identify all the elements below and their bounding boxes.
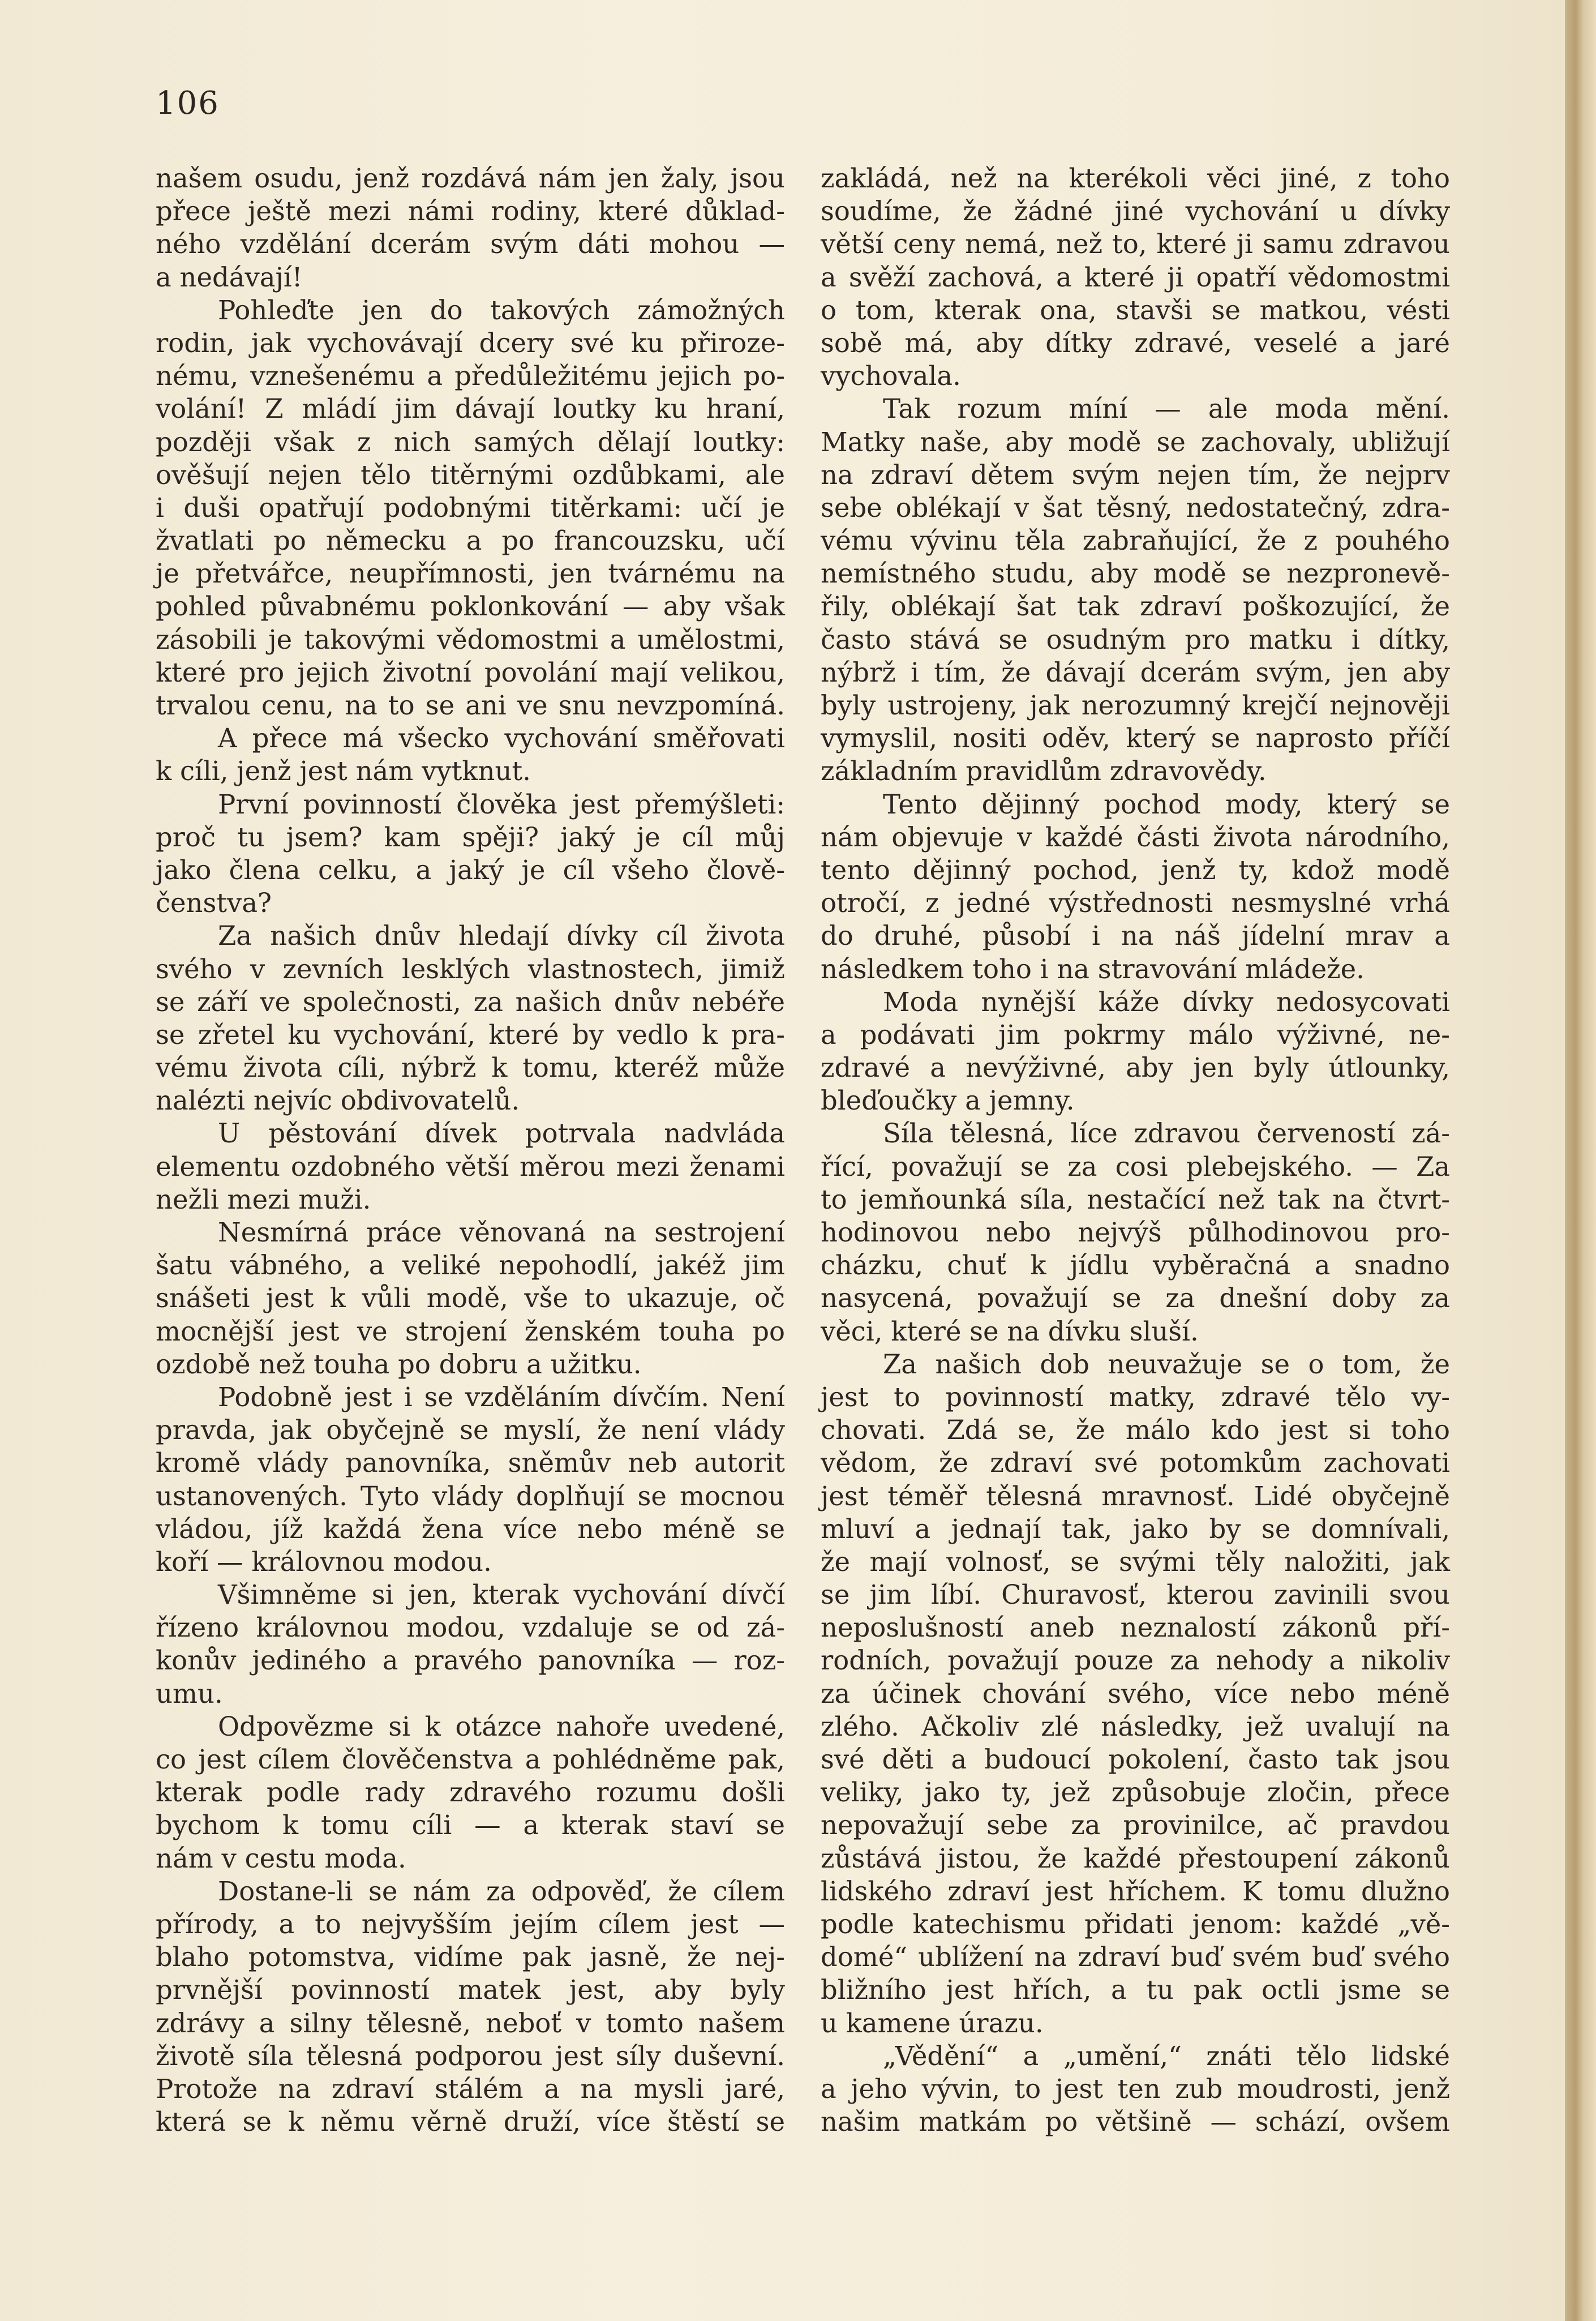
- right-text-line: jest téměř tělesná mravnosť. Lidé obyčejně: [821, 1480, 1450, 1511]
- right-text-line: domé“ ublížení na zdraví buď svém buď svého: [821, 1942, 1450, 1973]
- left-text-line: Pohleďte jen do takových zámožných: [218, 294, 785, 326]
- right-text-line: nasycená, považují se za dnešní doby za: [821, 1283, 1450, 1314]
- right-text-line: soudíme, že žádné jiné vychování u dívky: [821, 196, 1450, 227]
- right-text-line: „Vědění“ a „umění,“ znáti tělo lidské: [883, 2040, 1450, 2071]
- left-text-line: bychom k tomu cíli — a kterak staví se: [156, 1810, 785, 1841]
- left-text-line: Všimněme si jen, kterak vychování dívčí: [218, 1579, 785, 1611]
- left-text-line: nám v cestu moda.: [156, 1843, 406, 1874]
- right-text-line: podle katechismu přidati jenom: každé „vě-: [821, 1908, 1450, 1939]
- left-text-line: pohled půvabnému poklonkování — aby však: [156, 591, 785, 622]
- right-text-line: rodních, považují pouze za nehody a nikoliv: [821, 1645, 1450, 1676]
- right-text-line: to jemňounká síla, nestačící než tak na čtvrt-: [821, 1184, 1450, 1215]
- left-text-line: co jest cílem člověčenstva a pohlédněme pak,: [156, 1744, 785, 1775]
- left-text-line: snášeti jest k vůli modě, vše to ukazuje, oč: [156, 1283, 785, 1314]
- left-text-line: která se k němu věrně druží, více štěstí se: [156, 2106, 785, 2138]
- right-text-line: cházku, chuť k jídlu vyběračná a snadno: [821, 1250, 1450, 1281]
- left-text-line: se zřetel ku vychování, které by vedlo k pra-: [156, 1019, 785, 1050]
- right-text-line: a podávati jim pokrmy málo výživné, ne-: [821, 1019, 1450, 1050]
- right-text-line: našim matkám po většině — schází, ovšem: [821, 2106, 1450, 2138]
- right-text-line: Tento dějinný pochod mody, který se: [883, 789, 1450, 820]
- left-text-line: A přece má všecko vychování směřovati: [218, 723, 785, 754]
- right-text-line: a svěží zachová, a které ji opatří vědomostmi: [821, 262, 1450, 293]
- right-text-line: často stává se osudným pro matku i dítky,: [821, 624, 1450, 655]
- right-text-line: hodinovou nebo nejvýš půlhodinovou pro-: [821, 1217, 1450, 1248]
- left-text-line: nežli mezi muži.: [156, 1184, 371, 1215]
- left-text-line: Za našich dnův hledají dívky cíl života: [218, 920, 785, 952]
- right-text-line: otročí, z jedné výstřednosti nesmyslné vrhá: [821, 888, 1450, 919]
- right-text-line: se jim líbí. Churavosť, kterou zavinili svou: [821, 1579, 1450, 1611]
- right-text-line: nám objevuje v každé části života národního,: [821, 821, 1450, 853]
- right-text-line: Za našich dob neuvažuje se o tom, že: [883, 1348, 1450, 1380]
- right-text-line: zakládá, než na kterékoli věci jiné, z toho: [821, 163, 1450, 194]
- right-text-line: větší ceny nemá, než to, které ji samu zdravou: [821, 229, 1450, 260]
- left-text-line: zdrávy a silny tělesně, neboť v tomto našem: [156, 2007, 785, 2039]
- right-text-line: u kamene úrazu.: [821, 2007, 1044, 2039]
- right-column: [821, 162, 1450, 2138]
- left-text-line: našem osudu, jenž rozdává nám jen žaly, jsou: [156, 163, 785, 194]
- right-text-line: sebe oblékají v šat těsný, nedostatečný, zdra-: [821, 492, 1450, 523]
- left-text-line: rodin, jak vychovávají dcery své ku přiroze-: [156, 327, 785, 358]
- right-text-line: řily, oblékají šat tak zdraví poškozující, že: [821, 591, 1450, 622]
- left-text-line: ného vzdělání dcerám svým dáti mohou —: [156, 229, 785, 260]
- left-text-line: přece ještě mezi námi rodiny, které důklad-: [156, 196, 785, 227]
- left-text-line: Podobně jest i se vzděláním dívčím. Není: [218, 1381, 785, 1412]
- left-text-line: je přetvářce, neupřímnosti, jen tvárnému na: [156, 558, 785, 589]
- right-text-line: věci, které se na dívku sluší.: [821, 1316, 1199, 1347]
- right-text-line: Matky naše, aby modě se zachovaly, ubližují: [821, 426, 1450, 457]
- left-text-line: Dostane-li se nám za odpověď, že cílem: [218, 1875, 785, 1907]
- left-text-line: ověšují nejen tělo titěrnými ozdůbkami, ale: [156, 459, 785, 490]
- left-text-line: kterak podle rady zdravého rozumu došli: [156, 1777, 785, 1808]
- right-text-line: zůstává jistou, že každé přestoupení zákonů: [821, 1843, 1450, 1874]
- right-text-line: chovati. Zdá se, že málo kdo jest si toho: [821, 1415, 1450, 1446]
- left-text-line: a nedávají!: [156, 262, 303, 293]
- left-text-line: ozdobě než touha po dobru a užitku.: [156, 1348, 642, 1380]
- left-text-line: svého v zevních lesklých vlastnostech, jimiž: [156, 953, 785, 984]
- right-text-line: lidského zdraví jest hříchem. K tomu dlužno: [821, 1875, 1450, 1907]
- right-text-line: tento dějinný pochod, jenž ty, kdož modě: [821, 854, 1450, 885]
- right-text-line: za účinek chování svého, více nebo méně: [821, 1678, 1450, 1709]
- left-text-line: později však z nich samých dělají loutky:: [156, 426, 785, 457]
- left-text-line: U pěstování dívek potrvala nadvláda: [218, 1118, 785, 1149]
- left-text-line: elementu ozdobného větší měrou mezi ženami: [156, 1151, 785, 1182]
- right-text-line: zlého. Ačkoliv zlé následky, jež uvalují na: [821, 1711, 1450, 1742]
- right-text-line: jest to povinností matky, zdravé tělo vy-: [821, 1381, 1450, 1412]
- left-text-line: žvatlati po německu a po francouzsku, učí: [156, 525, 785, 556]
- right-text-line: Síla tělesná, líce zdravou červeností zá-: [883, 1118, 1450, 1149]
- right-text-line: nemístného studu, aby modě se nezpronevě-: [821, 558, 1450, 589]
- right-text-line: na zdraví dětem svým nejen tím, že nejprv: [821, 459, 1450, 490]
- left-text-line: vládou, jíž každá žena více nebo méně se: [156, 1513, 785, 1544]
- left-text-line: Protože na zdraví stálém a na mysli jaré,: [156, 2073, 785, 2104]
- right-text-line: nepovažují sebe za provinilce, ač pravdou: [821, 1810, 1450, 1841]
- right-text-line: své děti a budoucí pokolení, často tak jsou: [821, 1744, 1450, 1775]
- right-text-line: vému vývinu těla zabraňující, že z pouhého: [821, 525, 1450, 556]
- right-text-line: a jeho vývin, to jest ten zub moudrosti, jenž: [821, 2073, 1450, 2104]
- page-gutter: [1565, 0, 1596, 2321]
- left-text-line: vému života cíli, nýbrž k tomu, kteréž může: [156, 1052, 785, 1084]
- left-text-line: nému, vznešenému a předůležitému jejich po-: [156, 361, 785, 392]
- right-text-line: vymyslil, nositi oděv, který se naprosto příčí: [821, 723, 1450, 754]
- left-text-line: prvnější povinností matek jest, aby byly: [156, 1975, 785, 2006]
- left-text-line: První povinností člověka jest přemýšleti:: [218, 789, 785, 820]
- right-text-line: byly ustrojeny, jak nerozumný krejčí nejnověji: [821, 690, 1450, 721]
- right-text-line: o tom, kterak ona, stavši se matkou, vésti: [821, 294, 1450, 326]
- left-text-line: kromě vlády panovníka, sněmův neb autorit: [156, 1448, 785, 1479]
- right-text-line: nýbrž i tím, že dávají dcerám svým, jen aby: [821, 657, 1450, 688]
- left-text-line: mocnější jest ve strojení ženském touha po: [156, 1316, 785, 1347]
- right-text-line: základním pravidlům zdravovědy.: [821, 756, 1267, 787]
- left-column: [156, 162, 785, 2138]
- left-text-line: nalézti nejvíc obdivovatelů.: [156, 1085, 520, 1116]
- left-text-line: které pro jejich životní povolání mají velikou,: [156, 657, 785, 688]
- right-text-line: do druhé, působí i na náš jídelní mrav a: [821, 920, 1450, 952]
- right-text-line: zdravé a nevýživné, aby jen byly útlounky,: [821, 1052, 1450, 1084]
- right-text-line: že mají volnosť, se svými těly naložiti, jak: [821, 1546, 1450, 1577]
- page-number: 106: [156, 85, 220, 122]
- right-text-line: mluví a jednají tak, jako by se domnívali,: [821, 1513, 1450, 1544]
- left-text-line: trvalou cenu, na to se ani ve snu nevzpomíná.: [156, 690, 785, 721]
- left-text-line: i duši opatřují podobnými titěrkami: učí je: [156, 492, 785, 523]
- left-text-line: čenstva?: [156, 888, 272, 919]
- left-text-line: šatu vábného, a veliké nepohodlí, jakéž jim: [156, 1250, 785, 1281]
- left-text-line: přírody, a to nejvyšším jejím cílem jest —: [156, 1908, 785, 1939]
- left-text-line: koří — královnou modou.: [156, 1546, 492, 1577]
- left-text-line: Nesmírná práce věnovaná na sestrojení: [218, 1217, 785, 1248]
- right-text-line: Moda nynější káže dívky nedosycovati: [883, 986, 1450, 1017]
- right-text-line: sobě má, aby dítky zdravé, veselé a jaré: [821, 327, 1450, 358]
- left-text-line: proč tu jsem? kam spěji? jaký je cíl můj: [156, 821, 785, 853]
- left-text-line: konův jediného a pravého panovníka — roz-: [156, 1645, 785, 1676]
- right-text-line: bližního jest hřích, a tu pak octli jsme se: [821, 1975, 1450, 2006]
- left-text-line: volání! Z mládí jim dávají loutky ku hraní,: [156, 393, 785, 425]
- right-text-line: vychovala.: [821, 361, 961, 392]
- left-text-line: ustanovených. Tyto vlády doplňují se mocnou: [156, 1480, 785, 1511]
- left-text-line: pravda, jak obyčejně se myslí, že není vlády: [156, 1415, 785, 1446]
- right-text-line: neposlušností aneb neznalostí zákonů pří-: [821, 1612, 1450, 1643]
- left-text-line: k cíli, jenž jest nám vytknut.: [156, 756, 531, 787]
- right-text-line: Tak rozum míní — ale moda mění.: [883, 393, 1450, 425]
- left-text-line: jako člena celku, a jaký je cíl všeho člově-: [156, 854, 785, 885]
- right-text-line: veliky, jako ty, jež způsobuje zločin, přece: [821, 1777, 1450, 1808]
- right-text-line: bleďoučky a jemny.: [821, 1085, 1075, 1116]
- right-text-line: řící, považují se za cosi plebejského. — Za: [821, 1151, 1450, 1182]
- left-text-line: zásobili je takovými vědomostmi a umělostmi,: [156, 624, 785, 655]
- left-text-line: Odpovězme si k otázce nahoře uvedené,: [218, 1711, 785, 1742]
- left-text-line: umu.: [156, 1678, 223, 1709]
- left-text-line: se září ve společnosti, za našich dnův nebéře: [156, 986, 785, 1017]
- right-text-line: vědom, že zdraví své potomkům zachovati: [821, 1448, 1450, 1479]
- left-text-line: řízeno královnou modou, vzdaluje se od zá-: [156, 1612, 785, 1643]
- left-text-line: životě síla tělesná podporou jest síly duševní.: [156, 2040, 785, 2071]
- right-text-line: následkem toho i na stravování mládeže.: [821, 953, 1365, 984]
- left-text-line: blaho potomstva, vidíme pak jasně, že nej-: [156, 1942, 785, 1973]
